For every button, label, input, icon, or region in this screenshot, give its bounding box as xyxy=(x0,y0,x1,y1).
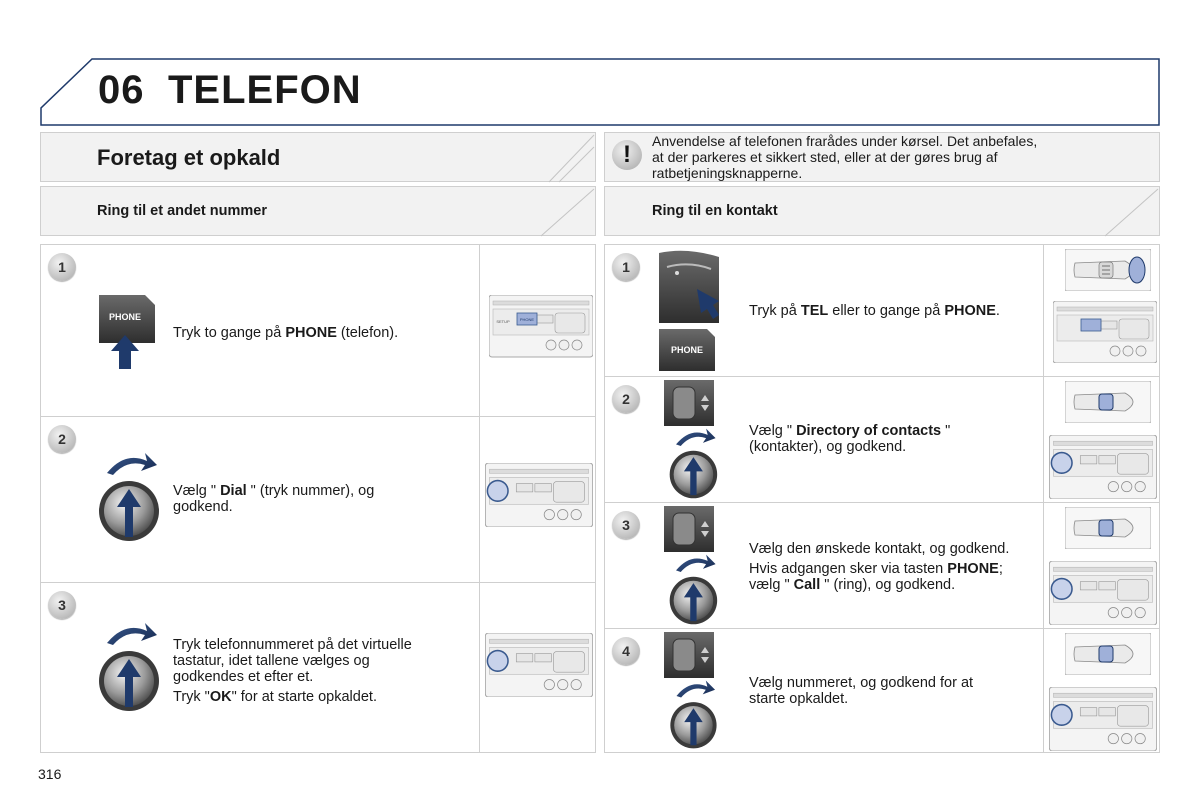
left-step-1 xyxy=(41,245,595,417)
left-steps-panel xyxy=(40,244,596,753)
rotary-knob-icon xyxy=(663,553,727,629)
page-number: 316 xyxy=(38,766,62,782)
radio-panel-icon xyxy=(485,633,593,697)
radio-panel-icon xyxy=(489,295,593,369)
step-instruction: Tryk to gange på PHONE (telefon). xyxy=(173,325,399,341)
chapter-banner xyxy=(40,58,1160,126)
right-step-2 xyxy=(605,377,1159,503)
left-step-3 xyxy=(41,583,595,754)
radio-panel-icon xyxy=(1049,435,1157,499)
step-number-badge: 1 xyxy=(612,253,640,281)
thumbwheel-icon xyxy=(663,379,715,427)
rotary-knob-icon xyxy=(663,679,727,753)
step-number-badge: 4 xyxy=(612,637,640,665)
step-number-badge: 3 xyxy=(612,511,640,539)
warning-text: Anvendelse af telefonen frarådes under kørsel. Det anbefales, at der parkeres et sikkert sted, eller at der gøres brug af ratbetjeningsknapperne. xyxy=(652,133,1038,181)
rotary-knob-icon xyxy=(663,427,727,503)
section-title: Foretag et opkald xyxy=(97,145,281,170)
rotary-knob-icon xyxy=(95,621,167,717)
thumbwheel-icon xyxy=(663,505,715,553)
step-instruction: Vælg " Directory of contacts " (kontakter), og godkend. xyxy=(749,423,951,455)
left-subheading-bar xyxy=(40,186,596,236)
step-instruction: Tryk på TEL eller to gange på PHONE. xyxy=(749,303,1000,319)
step-instruction: Vælg nummeret, og godkend for at starte opkaldet. xyxy=(749,675,974,707)
right-subheading-bar xyxy=(604,186,1160,236)
steering-stalk-icon xyxy=(1065,507,1151,549)
radio-panel-icon xyxy=(485,463,593,527)
radio-panel-icon xyxy=(1049,561,1157,625)
radio-phone-label: PHONE xyxy=(519,317,535,322)
thumbwheel-icon xyxy=(663,631,715,679)
right-step-1 xyxy=(605,245,1159,377)
steering-stalk-icon xyxy=(1065,633,1151,675)
section-title-bar xyxy=(40,132,596,182)
steering-stalk-icon xyxy=(1065,381,1151,423)
left-subheading: Ring til et andet nummer xyxy=(97,203,267,219)
step-number-badge: 2 xyxy=(48,425,76,453)
exclamation-icon: ! xyxy=(612,140,642,170)
step-instruction: Vælg " Dial " (tryk nummer), og godkend. xyxy=(173,483,375,515)
phone-key-icon xyxy=(95,293,157,371)
step-instruction: Vælg den ønskede kontakt, og godkend. Hvis adgangen sker via tasten PHONE; vælg " Call " (ring), og godkend. xyxy=(749,541,1010,593)
right-step-3 xyxy=(605,503,1159,629)
phone-key-icon xyxy=(657,327,717,373)
step-number-badge: 3 xyxy=(48,591,76,619)
chapter-title: TELEFON xyxy=(168,68,362,112)
step-number-badge: 1 xyxy=(48,253,76,281)
rotary-knob-icon xyxy=(95,451,167,547)
radio-setup-label: SETUP xyxy=(496,319,510,324)
step-number-badge: 2 xyxy=(612,385,640,413)
right-steps-panel xyxy=(604,244,1160,753)
steering-stalk-tel-icon xyxy=(657,249,721,325)
steering-stalk-icon xyxy=(1065,249,1151,291)
radio-panel-icon xyxy=(1053,301,1157,363)
chapter-number: 06 xyxy=(98,68,145,112)
phone-key-label: PHONE xyxy=(670,345,704,355)
phone-key-label: PHONE xyxy=(108,312,142,322)
right-subheading: Ring til en kontakt xyxy=(652,203,778,219)
step-instruction: Tryk telefonnummeret på det virtuelle tastatur, idet tallene vælges og godkendes et efter et. Tryk "OK" for at starte opkaldet. xyxy=(173,637,412,705)
left-step-2 xyxy=(41,417,595,583)
radio-panel-icon xyxy=(1049,687,1157,751)
right-step-4 xyxy=(605,629,1159,754)
